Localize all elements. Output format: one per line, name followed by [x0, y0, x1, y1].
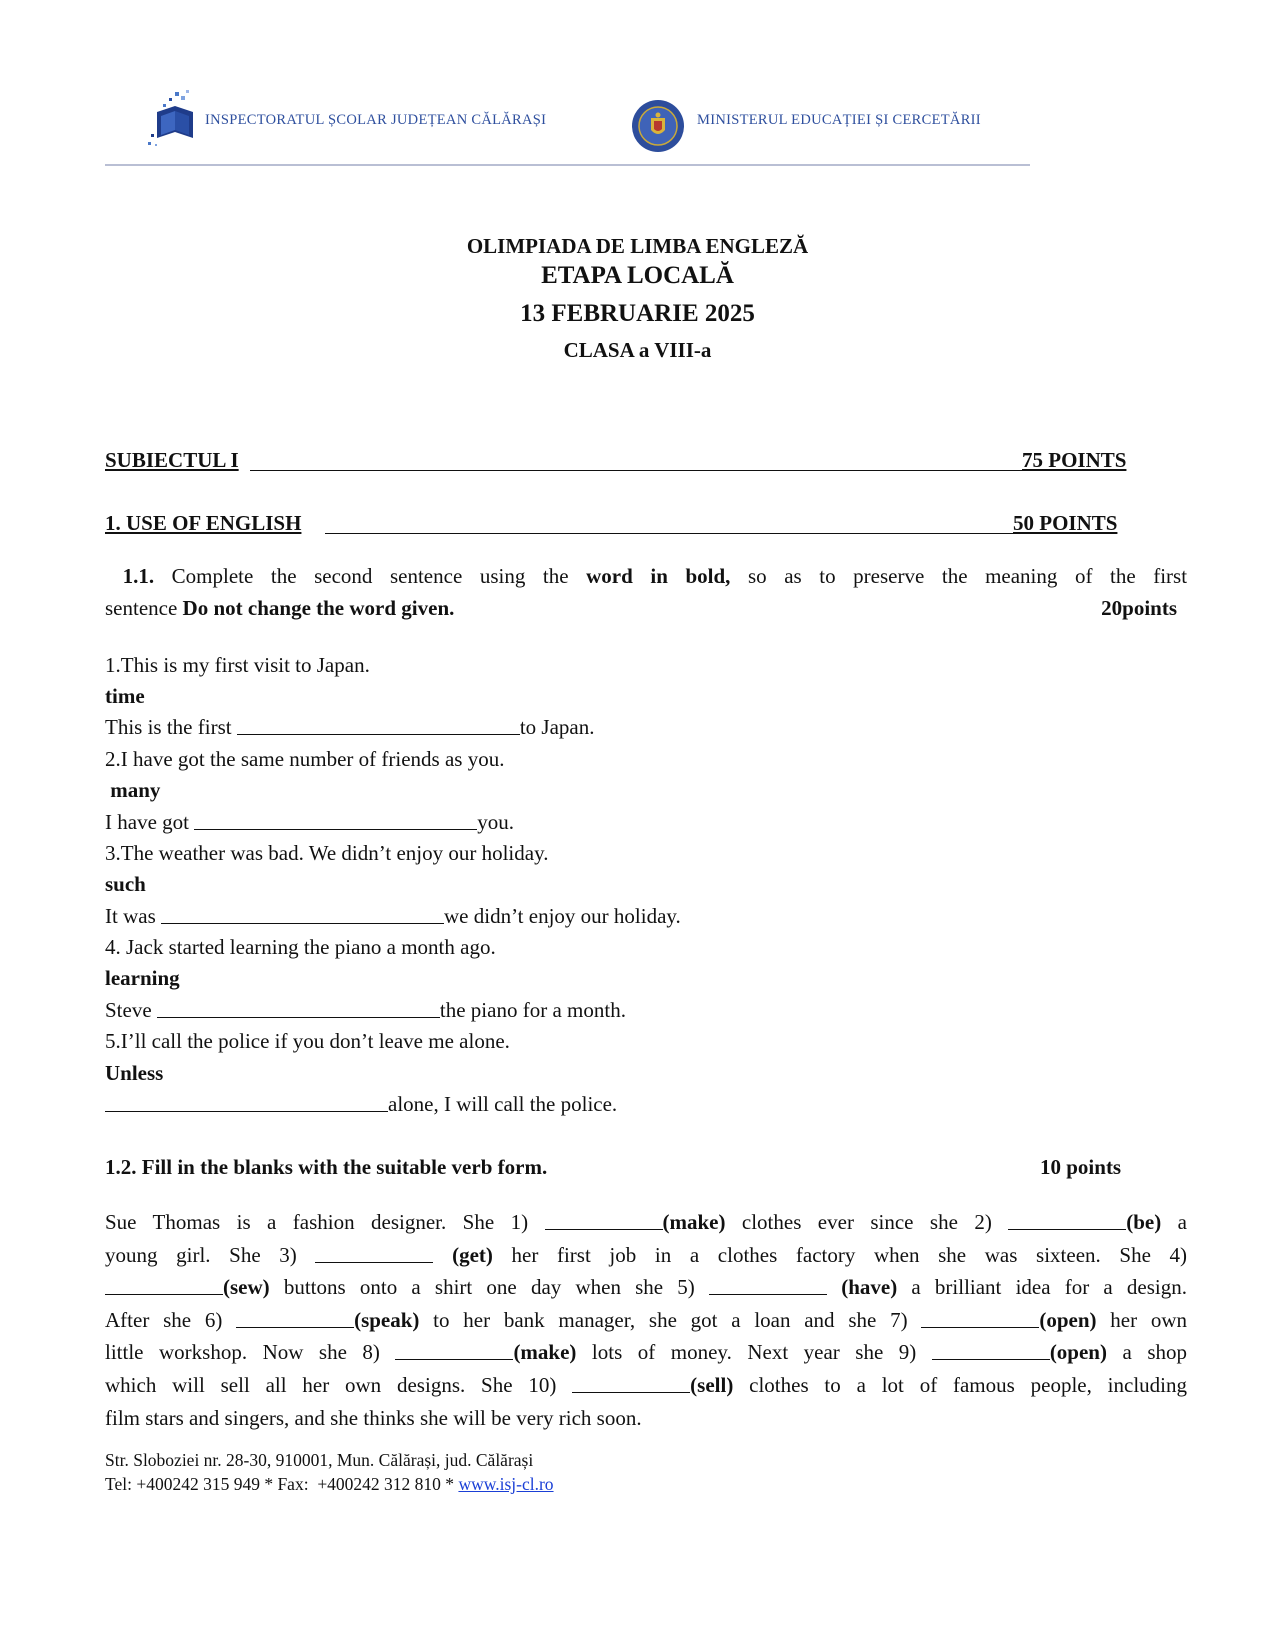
item-3-original: 3.The weather was bad. We didn’t enjoy our holiday. — [105, 841, 549, 865]
paragraph-line-2: young girl. She 3) (get) her first job in a clothes factory when she was sixteen. She 4) — [105, 1242, 1188, 1267]
item-2-prefix: I have got — [105, 810, 195, 834]
exercise-1-1-points: 20points — [1101, 596, 1177, 620]
header-divider — [105, 164, 1030, 166]
item-1-prefix: This is the first — [105, 715, 237, 739]
item-3-answer-line — [105, 906, 681, 927]
item-4-suffix: the piano for a month. — [439, 998, 626, 1022]
gap-10[interactable] — [572, 1392, 690, 1393]
paragraph-line-1: Sue Thomas is a fashion designer. She 1) (make) clothes ever since she 2) (be) a — [105, 1210, 1187, 1234]
item-1-suffix: to Japan. — [519, 715, 595, 739]
verb-3: (get) — [452, 1242, 493, 1267]
item-3-blank[interactable] — [161, 923, 444, 924]
stage-title: ETAPA LOCALĂ — [541, 262, 734, 289]
item-5-answer-line — [105, 1094, 617, 1115]
use-of-english-rule — [325, 533, 1015, 534]
gap-2[interactable] — [1008, 1229, 1126, 1230]
footer-phone-fax: Tel: +400242 315 949 * Fax: +400242 312 810 * — [105, 1474, 459, 1494]
gap-9[interactable] — [932, 1359, 1050, 1360]
instruction-text: Complete the second sentence using the — [171, 564, 569, 588]
item-1-original: 1.This is my first visit to Japan. — [105, 653, 370, 677]
item-1-answer-line — [105, 717, 594, 738]
verb-4: (sew) — [223, 1275, 270, 1300]
item-4-blank[interactable] — [157, 1017, 440, 1018]
use-of-english-points: 50 POINTS — [1013, 511, 1118, 535]
item-4-answer-line — [105, 1000, 626, 1021]
verb-7: (open) — [1039, 1307, 1097, 1332]
item-2-blank[interactable] — [194, 829, 477, 830]
olympiad-title: OLIMPIADA DE LIMBA ENGLEZĂ — [466, 234, 809, 258]
paragraph-line-3: (sew) buttons onto a shirt one day when she 5) (have) a brilliant idea for a design. — [105, 1271, 1187, 1304]
isj-book-logo — [145, 90, 205, 152]
exercise-1-2-heading: 1.2. Fill in the blanks with the suitable verb form. — [105, 1155, 548, 1179]
footer-address: Str. Sloboziei nr. 28-30, 910001, Mun. Călărași, jud. Călărași — [105, 1450, 534, 1470]
verb-9: (open) — [1049, 1340, 1107, 1365]
item-4-original: 4. Jack started learning the piano a month ago. — [105, 935, 496, 959]
verb-8: (make) — [513, 1340, 577, 1365]
letterhead — [105, 88, 1030, 166]
item-5-blank[interactable] — [105, 1111, 388, 1112]
paragraph-line-7: film stars and singers, and she thinks she will be very rich soon. — [105, 1405, 642, 1430]
gap-8[interactable] — [395, 1359, 513, 1360]
item-5-original: 5.I’ll call the police if you don’t leave me alone. — [105, 1029, 510, 1053]
paragraph-line-6: which will sell all her own designs. She 10) (sell) clothes to a lot of famous people, including — [105, 1372, 1187, 1397]
verb-10: (sell) — [690, 1372, 734, 1397]
footer-contact — [105, 1474, 554, 1495]
instruction-bold: word in bold, — [586, 564, 731, 588]
instruction-text-2: so as to preserve the meaning of the first — [747, 564, 1188, 588]
item-1-keyword: time — [105, 684, 145, 708]
use-of-english-label: 1. USE OF ENGLISH — [105, 511, 302, 535]
item-1-blank[interactable] — [237, 734, 520, 735]
exercise-1-2-paragraph — [105, 1206, 1187, 1434]
exam-date: 13 FEBRUARIE 2025 — [520, 300, 755, 327]
footer-website-link[interactable]: www.isj-cl.ro — [458, 1474, 554, 1494]
ministry-seal-icon — [630, 98, 686, 154]
instruction-bold-2: Do not change the word given. — [182, 596, 455, 620]
exercise-1-1-instructions — [105, 564, 1187, 628]
verb-1: (make) — [662, 1210, 726, 1234]
item-2-suffix: you. — [477, 810, 514, 834]
paragraph-line-4: After she 6) (speak) to her bank manager, she got a loan and she 7) (open) her own — [105, 1307, 1187, 1332]
subject-rule — [250, 470, 1025, 471]
instruction-text-3: sentence — [105, 596, 178, 620]
gap-4[interactable] — [105, 1294, 223, 1295]
item-3-suffix: we didn’t enjoy our holiday. — [444, 904, 681, 928]
verb-6: (speak) — [354, 1307, 420, 1332]
gap-5[interactable] — [709, 1294, 827, 1295]
paragraph-line-5: little workshop. Now she 8) (make) lots of money. Next year she 9) (open) a shop — [105, 1340, 1187, 1365]
verb-2: (be) — [1126, 1210, 1162, 1234]
item-3-prefix: It was — [105, 904, 161, 928]
isj-name: INSPECTORATUL ȘCOLAR JUDEȚEAN CĂLĂRAȘI — [205, 112, 547, 128]
item-3-keyword: such — [105, 872, 146, 896]
item-4-keyword: learning — [105, 966, 180, 990]
exercise-1-1-number: 1.1. — [122, 564, 155, 588]
item-4-prefix: Steve — [105, 998, 157, 1022]
gap-7[interactable] — [921, 1327, 1039, 1328]
gap-1[interactable] — [545, 1229, 663, 1230]
gap-3[interactable] — [315, 1262, 433, 1263]
verb-5: (have) — [841, 1275, 898, 1300]
subject-label: SUBIECTUL I — [105, 448, 239, 472]
gap-6[interactable] — [236, 1327, 354, 1328]
subject-points: 75 POINTS — [1022, 448, 1127, 472]
item-2-original: 2.I have got the same number of friends as you. — [105, 747, 505, 771]
item-5-keyword: Unless — [105, 1061, 164, 1085]
item-2-keyword: many — [105, 778, 161, 802]
item-2-answer-line — [105, 812, 514, 833]
item-5-suffix: alone, I will call the police. — [388, 1092, 618, 1116]
exercise-1-2-points: 10 points — [1040, 1155, 1122, 1179]
ministry-name: MINISTERUL EDUCAȚIEI ȘI CERCETĂRII — [697, 112, 981, 128]
class-level: CLASA a VIII-a — [563, 338, 712, 362]
